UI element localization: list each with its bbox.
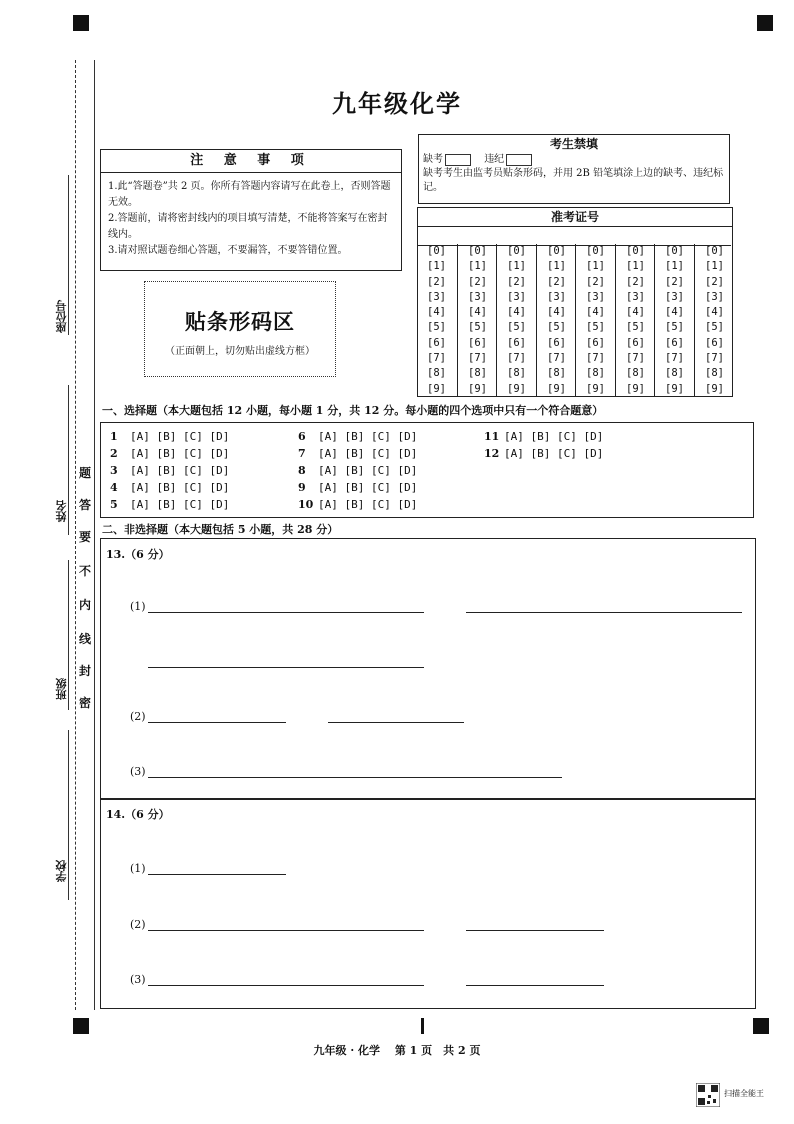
ticket-digit-bubble[interactable]: [8]: [427, 367, 446, 380]
absent-label: 缺考: [423, 154, 443, 165]
ticket-digit-bubble[interactable]: [3]: [427, 290, 446, 303]
q13-box: [100, 538, 756, 799]
notice-list: [101, 173, 401, 259]
ticket-digit-bubble[interactable]: [9]: [626, 382, 645, 395]
ticket-digit-bubble[interactable]: [4]: [586, 306, 605, 319]
registration-mark-bottom-left: [73, 1018, 89, 1034]
q13-sub1-answer-line-b[interactable]: [466, 612, 742, 613]
seal-char: 密: [78, 696, 91, 710]
mc-question-row[interactable]: [298, 464, 417, 477]
seal-char: 封: [78, 664, 91, 678]
ticket-digit-bubble[interactable]: [1]: [705, 260, 724, 273]
ticket-digit-bubble[interactable]: [7]: [427, 352, 446, 365]
ticket-title: 准考证号: [418, 208, 732, 227]
ticket-digit-bubble[interactable]: [8]: [626, 367, 645, 380]
ticket-digit-bubble[interactable]: [1]: [507, 260, 526, 273]
registration-mark-top-left: [73, 15, 89, 31]
ticket-digit-bubble[interactable]: [4]: [547, 306, 566, 319]
mc-question-row[interactable]: [298, 430, 417, 443]
mc-options[interactable]: [A] [B] [C] [D]: [130, 481, 230, 494]
q13-sub1-label: (1): [130, 600, 146, 613]
mc-question-row[interactable]: [484, 447, 603, 460]
ticket-digit-column: [575, 244, 615, 397]
q13-label: 13.（6 分）: [106, 548, 170, 561]
mc-question-number: 6: [298, 430, 306, 443]
ticket-digit-bubble[interactable]: [4]: [507, 306, 526, 319]
registration-mark-bottom-right: [753, 1018, 769, 1034]
ticket-digit-bubble[interactable]: [6]: [427, 336, 446, 349]
ticket-digit-bubble[interactable]: [2]: [586, 275, 605, 288]
ticket-digit-bubble[interactable]: [6]: [547, 336, 566, 349]
registration-mark-top-right: [757, 15, 773, 31]
ticket-digit-bubble[interactable]: [2]: [468, 275, 487, 288]
mc-question-number: 7: [298, 447, 306, 460]
ticket-digit-bubble[interactable]: [6]: [705, 336, 724, 349]
seal-char: 内: [78, 598, 91, 612]
mc-options[interactable]: [A] [B] [C] [D]: [130, 464, 230, 477]
notice-item: 2.答题前，请将密封线内的项目填写清楚，不能将答案写在密封线内。: [108, 213, 388, 240]
ticket-digit-bubble[interactable]: [6]: [586, 336, 605, 349]
ticket-digit-bubble[interactable]: [8]: [468, 367, 487, 380]
ticket-digit-bubble[interactable]: [0]: [665, 245, 684, 257]
ticket-digit-bubble[interactable]: [5]: [665, 321, 684, 334]
examinee-banned-box: [418, 134, 730, 204]
ticket-digit-bubble[interactable]: [0]: [547, 245, 566, 257]
ticket-digit-bubble[interactable]: [3]: [547, 290, 566, 303]
mc-options[interactable]: [A] [B] [C] [D]: [504, 447, 604, 460]
q13-sub2-label: (2): [130, 710, 146, 723]
qr-code-icon: [696, 1083, 720, 1107]
ticket-digit-bubble[interactable]: [6]: [507, 336, 526, 349]
center-bottom-mark: [421, 1018, 424, 1034]
mc-options[interactable]: [A] [B] [C] [D]: [318, 447, 418, 460]
ticket-digit-bubble[interactable]: [5]: [586, 321, 605, 334]
ticket-digit-column: [615, 244, 655, 397]
ticket-digit-bubble[interactable]: [5]: [547, 321, 566, 334]
mc-options[interactable]: [A] [B] [C] [D]: [318, 430, 418, 443]
ticket-digit-bubble[interactable]: [4]: [705, 306, 724, 319]
name-label: 姓名: [55, 500, 68, 522]
seat-number-label: 座位号: [55, 300, 68, 333]
ticket-digit-bubble[interactable]: [0]: [427, 245, 446, 257]
ticket-digit-bubble[interactable]: [4]: [665, 306, 684, 319]
seal-dashed-line: [75, 60, 76, 1010]
mc-question-number: 2: [110, 447, 118, 460]
free-section-title: 二、非选择题（本大题包括 5 小题，共 28 分）: [102, 523, 339, 536]
mc-question-number: 10: [298, 498, 314, 511]
class-label: 班级: [55, 678, 68, 700]
class-field[interactable]: [68, 560, 69, 710]
mc-options[interactable]: [A] [B] [C] [D]: [318, 481, 418, 494]
ticket-digit-bubble[interactable]: [8]: [665, 367, 684, 380]
barcode-label: 贴条形码区: [185, 309, 295, 334]
ticket-digit-bubble[interactable]: [3]: [705, 290, 724, 303]
mc-options[interactable]: [A] [B] [C] [D]: [130, 430, 230, 443]
ticket-digit-bubble[interactable]: [9]: [586, 382, 605, 395]
ticket-digit-column: [496, 244, 536, 397]
ticket-digit-bubble[interactable]: [1]: [547, 260, 566, 273]
ticket-digit-column: [536, 244, 576, 397]
seat-number-field[interactable]: [68, 175, 69, 335]
ticket-digit-bubble[interactable]: [8]: [586, 367, 605, 380]
ticket-digit-bubble[interactable]: [9]: [547, 382, 566, 395]
barcode-hint: （正面朝上，切勿贴出虚线方框）: [165, 346, 315, 357]
q13-sub1-answer-line-c[interactable]: [148, 667, 424, 668]
ticket-digit-column: [694, 244, 734, 397]
ticket-digit-bubble[interactable]: [3]: [586, 290, 605, 303]
ticket-digit-bubble[interactable]: [2]: [427, 275, 446, 288]
mc-section-title: 一、选择题（本大题包括 12 小题，每小题 1 分，共 12 分。每小题的四个选项中只有一个符合题意）: [102, 404, 604, 417]
ticket-digit-bubble[interactable]: [2]: [705, 275, 724, 288]
q14-sub2-label: (2): [130, 918, 146, 931]
ticket-digit-bubble[interactable]: [7]: [468, 352, 487, 365]
ticket-digit-grid: [417, 226, 733, 396]
q14-sub2-answer-line-a[interactable]: [148, 930, 424, 931]
ticket-digit-bubble[interactable]: [2]: [665, 275, 684, 288]
q13-sub1-answer-line-a[interactable]: [148, 612, 424, 613]
q14-sub3-answer-line-b[interactable]: [466, 985, 604, 986]
q14-box: [100, 799, 756, 1009]
ticket-digit-bubble[interactable]: [1]: [665, 260, 684, 273]
ticket-digit-column: [654, 244, 694, 397]
notice-item: 1.此“答题卷”共 2 页。你所有答题内容请写在此卷上，否则答题无效。: [108, 181, 391, 208]
ticket-digit-bubble[interactable]: [2]: [547, 275, 566, 288]
name-field[interactable]: [68, 385, 69, 535]
mc-options[interactable]: [A] [B] [C] [D]: [504, 430, 604, 443]
seal-char: 线: [78, 632, 91, 646]
ticket-digit-bubble[interactable]: [7]: [507, 352, 526, 365]
q13-sub3-answer-line[interactable]: [148, 777, 562, 778]
ticket-digit-bubble[interactable]: [7]: [586, 352, 605, 365]
mc-question-number: 3: [110, 464, 118, 477]
ticket-digit-bubble[interactable]: [2]: [626, 275, 645, 288]
mc-question-row[interactable]: [110, 430, 229, 443]
ticket-digit-bubble[interactable]: [7]: [705, 352, 724, 365]
mc-options[interactable]: [A] [B] [C] [D]: [130, 498, 230, 511]
scanner-logo-text: 扫描全能王: [724, 1089, 764, 1098]
ticket-digit-bubble[interactable]: [0]: [705, 245, 724, 257]
ticket-digit-bubble[interactable]: [5]: [427, 321, 446, 334]
notice-heading: 注 意 事 项: [101, 150, 401, 173]
mc-question-row[interactable]: [110, 447, 229, 460]
mc-question-row[interactable]: [484, 430, 603, 443]
ticket-digit-bubble[interactable]: [9]: [507, 382, 526, 395]
violation-checkbox[interactable]: [506, 154, 532, 166]
mc-question-row[interactable]: [110, 481, 229, 494]
notice-item: 3.请对照试题卷细心答题，不要漏答，不要答错位置。: [108, 245, 348, 256]
ticket-digit-bubble[interactable]: [3]: [507, 290, 526, 303]
mc-question-number: 1: [110, 430, 118, 443]
banned-title: 考生禁填: [549, 137, 598, 151]
ticket-digit-bubble[interactable]: [5]: [468, 321, 487, 334]
ticket-digit-bubble[interactable]: [9]: [427, 382, 446, 395]
mc-question-number: 12: [484, 447, 500, 460]
ticket-digit-bubble[interactable]: [1]: [468, 260, 487, 273]
ticket-digit-column: [457, 244, 497, 397]
ticket-digit-bubble[interactable]: [9]: [468, 382, 487, 395]
ticket-digit-bubble[interactable]: [4]: [626, 306, 645, 319]
mc-question-row[interactable]: [110, 464, 229, 477]
ticket-digit-bubble[interactable]: [1]: [626, 260, 645, 273]
q14-label: 14.（6 分）: [106, 808, 170, 821]
absent-checkbox[interactable]: [445, 154, 471, 166]
ticket-digit-bubble[interactable]: [8]: [547, 367, 566, 380]
q14-sub3-answer-line-a[interactable]: [148, 985, 424, 986]
ticket-digit-column: [417, 244, 456, 397]
mc-question-row[interactable]: [298, 481, 417, 494]
ticket-digit-bubble[interactable]: [0]: [507, 245, 526, 257]
ticket-digit-bubble[interactable]: [8]: [705, 367, 724, 380]
page-title: 九年级化学: [332, 89, 462, 118]
mc-options[interactable]: [A] [B] [C] [D]: [130, 447, 230, 460]
seal-char: 不: [78, 564, 91, 578]
ticket-digit-bubble[interactable]: [2]: [507, 275, 526, 288]
seal-solid-line: [94, 60, 95, 1010]
mc-question-number: 5: [110, 498, 118, 511]
mc-question-number: 4: [110, 481, 118, 494]
q14-sub1-answer-line[interactable]: [148, 874, 286, 875]
school-field[interactable]: [68, 730, 69, 900]
scanner-logo: [696, 1083, 766, 1107]
page-footer: 九年级 · 化学 第 1 页 共 2 页: [313, 1044, 481, 1057]
mc-options[interactable]: [A] [B] [C] [D]: [318, 464, 418, 477]
ticket-digit-bubble[interactable]: [6]: [468, 336, 487, 349]
q14-sub1-label: (1): [130, 862, 146, 875]
ticket-digit-bubble[interactable]: [5]: [507, 321, 526, 334]
ticket-digit-bubble[interactable]: [4]: [468, 306, 487, 319]
q13-sub2-answer-line-a[interactable]: [148, 722, 286, 723]
ticket-digit-bubble[interactable]: [3]: [468, 290, 487, 303]
mc-question-number: 9: [298, 481, 306, 494]
q13-sub3-label: (3): [130, 765, 146, 778]
seal-char: 题: [78, 466, 91, 480]
notice-box: [100, 149, 402, 271]
barcode-area[interactable]: [144, 281, 336, 377]
ticket-digit-bubble[interactable]: [0]: [626, 245, 645, 257]
banned-instructions: 缺考考生由监考员贴条形码，并用 2B 铅笔填涂上边的缺考、违纪标记。: [423, 168, 724, 193]
ticket-digit-bubble[interactable]: [9]: [705, 382, 724, 395]
ticket-digit-bubble[interactable]: [4]: [427, 306, 446, 319]
ticket-digit-bubble[interactable]: [0]: [468, 245, 487, 257]
ticket-digit-bubble[interactable]: [7]: [626, 352, 645, 365]
mc-question-number: 11: [484, 430, 500, 443]
mc-question-row[interactable]: [298, 498, 417, 511]
ticket-digit-bubble[interactable]: [0]: [586, 245, 605, 257]
mc-question-number: 8: [298, 464, 306, 477]
ticket-digit-bubble[interactable]: [6]: [626, 336, 645, 349]
ticket-digit-bubble[interactable]: [8]: [507, 367, 526, 380]
ticket-digit-bubble[interactable]: [1]: [586, 260, 605, 273]
q14-sub2-answer-line-b[interactable]: [466, 930, 604, 931]
q14-sub3-label: (3): [130, 973, 146, 986]
mc-question-row[interactable]: [298, 447, 417, 460]
ticket-digit-bubble[interactable]: [7]: [665, 352, 684, 365]
ticket-digit-bubble[interactable]: [6]: [665, 336, 684, 349]
ticket-digit-bubble[interactable]: [9]: [665, 382, 684, 395]
ticket-digit-bubble[interactable]: [3]: [665, 290, 684, 303]
q13-sub2-answer-line-b[interactable]: [328, 722, 464, 723]
ticket-digit-bubble[interactable]: [5]: [705, 321, 724, 334]
violation-label: 违纪: [484, 154, 505, 165]
ticket-digit-bubble[interactable]: [1]: [427, 260, 446, 273]
ticket-digit-bubble[interactable]: [5]: [626, 321, 645, 334]
school-label: 学校: [55, 860, 68, 882]
ticket-digit-bubble[interactable]: [3]: [626, 290, 645, 303]
seal-char: 答: [78, 498, 91, 512]
ticket-digit-bubble[interactable]: [7]: [547, 352, 566, 365]
seal-char: 要: [78, 530, 91, 544]
banned-marks-row: [419, 153, 729, 167]
mc-question-row[interactable]: [110, 498, 229, 511]
mc-options[interactable]: [A] [B] [C] [D]: [318, 498, 418, 511]
